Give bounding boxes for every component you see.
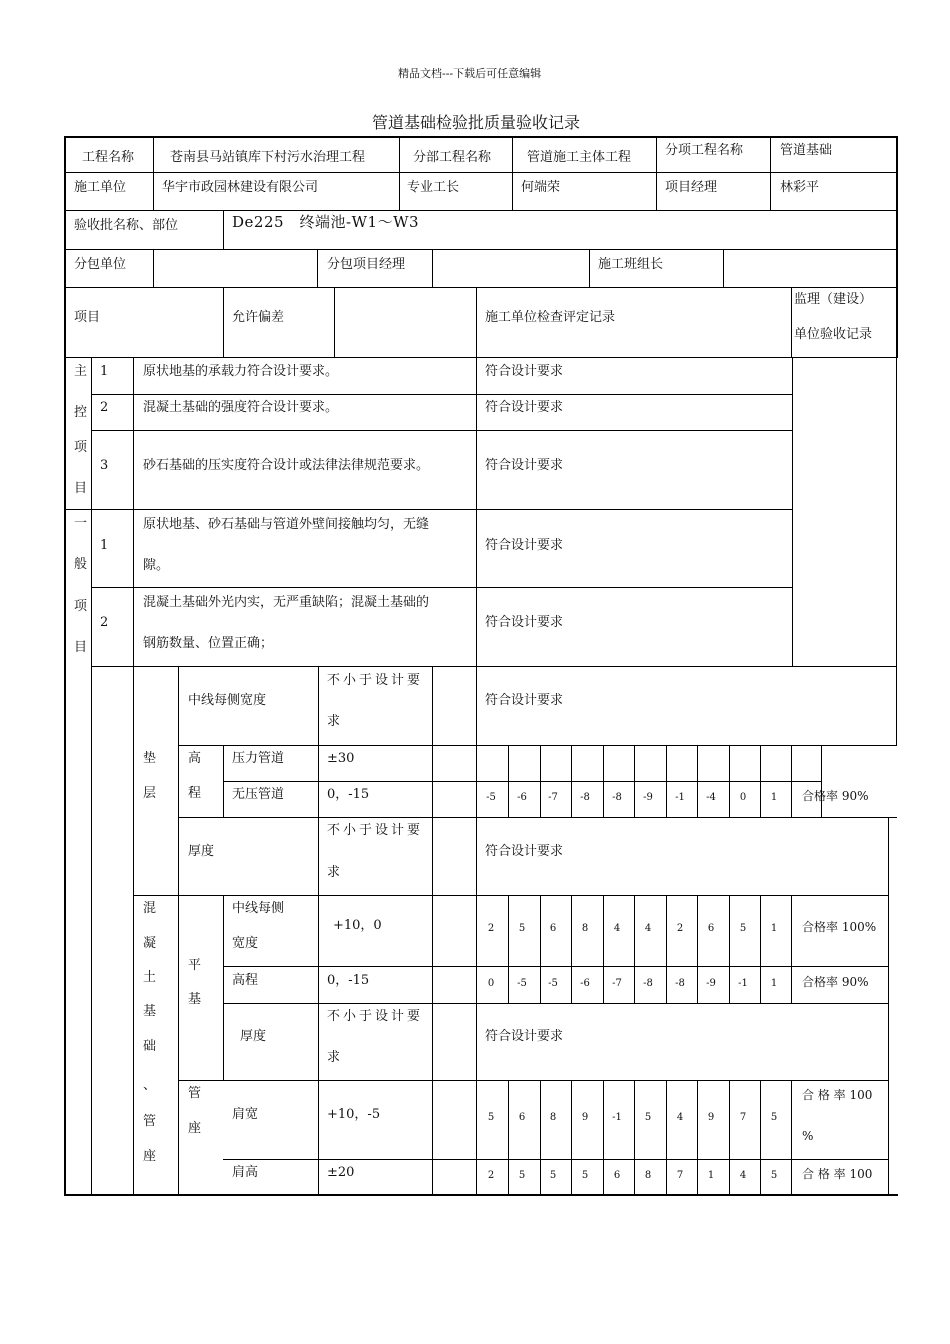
grid-line [476, 287, 477, 357]
main-label-1: 主 [74, 364, 88, 379]
cushion-nonpressure-value: -4 [706, 792, 716, 803]
concrete-shoulder-height-value: 8 [644, 1170, 652, 1181]
main-row-3-no: 3 [100, 458, 109, 473]
cushion-thickness-tol-1: 不小于设计要 [327, 823, 424, 838]
main-label-2: 控 [74, 405, 88, 420]
grid-line [603, 1080, 604, 1194]
general-row-2-no: 2 [100, 615, 109, 630]
concrete-label-3: 土 [143, 970, 157, 985]
concrete-elevation-value: -5 [517, 978, 527, 989]
concrete-elevation-value: -6 [580, 978, 590, 989]
general-row-2-result: 符合设计要求 [485, 615, 564, 630]
grid-line [540, 745, 541, 817]
table-border-top [64, 136, 898, 138]
concrete-seat-2: 座 [188, 1121, 202, 1136]
grid-line [334, 287, 335, 357]
concrete-elevation-value: -9 [706, 978, 716, 989]
grid-line [723, 249, 724, 287]
cushion-elev-1: 高 [188, 751, 202, 766]
grid-line [64, 287, 898, 288]
concrete-shoulder-width-rate-2: % [802, 1129, 814, 1143]
grid-line [540, 1080, 541, 1194]
concrete-shoulder-width-value: 7 [739, 1112, 747, 1123]
grid-line [540, 895, 541, 1003]
grid-line [223, 966, 888, 967]
concrete-center-width-value: 6 [707, 923, 715, 934]
concrete-label-1: 混 [143, 901, 157, 916]
concrete-elevation-tol: 0，-15 [327, 973, 370, 988]
general-label-1: 一 [74, 516, 88, 531]
cushion-pressure-label: 压力管道 [232, 751, 285, 766]
grid-line [666, 745, 667, 817]
grid-line [760, 745, 761, 817]
grid-line [729, 895, 730, 1003]
concrete-shoulder-height-value: 1 [707, 1170, 715, 1181]
general-row-1-text-1: 原状地基、砂石基础与管道外壁间接触均匀，无缝 [143, 517, 430, 532]
sub-pm-label: 分包项目经理 [327, 257, 406, 272]
grid-line [476, 357, 477, 667]
grid-line [91, 587, 792, 588]
grid-line [603, 895, 604, 1003]
cushion-nonpressure-value: -8 [612, 792, 622, 803]
grid-line [64, 249, 898, 250]
contractor-label: 施工单位 [74, 180, 127, 195]
cushion-nonpressure-value: -5 [486, 792, 496, 803]
cushion-thickness-label: 厚度 [188, 844, 215, 859]
page-title: 管道基础检验批质量验收记录 [372, 113, 581, 132]
concrete-shoulder-width-value: 8 [549, 1112, 557, 1123]
cushion-nonpressure-value: -7 [548, 792, 558, 803]
general-label-4: 目 [74, 640, 88, 655]
grid-line [760, 895, 761, 1003]
main-row-1-text: 原状地基的承载力符合设计要求。 [143, 364, 339, 379]
main-row-3-result: 符合设计要求 [485, 458, 564, 473]
grid-line [64, 172, 898, 173]
grid-line [153, 249, 154, 287]
batch: De225 终端池-W1～W3 [232, 213, 420, 231]
concrete-shoulder-height-value: 5 [770, 1170, 778, 1181]
cushion-pressure-tol: ±30 [327, 751, 355, 766]
concrete-shoulder-width-value: 9 [707, 1112, 715, 1123]
team-label: 施工班组长 [598, 257, 664, 272]
concrete-center-width-value: 2 [676, 923, 684, 934]
concrete-center-width-label-1: 中线每侧 [232, 901, 285, 916]
cushion-nonpressure-value: -9 [643, 792, 653, 803]
grid-line [223, 1159, 888, 1160]
concrete-elevation-label: 高程 [232, 973, 259, 988]
grid-line [656, 136, 657, 210]
concrete-shoulder-width-value: -1 [612, 1112, 622, 1123]
cushion-nonpressure-value: -1 [675, 792, 685, 803]
cushion-nonpressure-value: 0 [739, 792, 747, 803]
foreman-label: 专业工长 [407, 180, 460, 195]
concrete-label-2: 凝 [143, 936, 157, 951]
grid-line [432, 249, 433, 287]
grid-line [91, 430, 792, 431]
grid-line [603, 745, 604, 817]
cushion-thickness-tol-2: 求 [327, 865, 341, 880]
grid-line [791, 895, 792, 1003]
col-check: 施工单位检查评定记录 [485, 310, 616, 325]
concrete-center-width-value: 8 [581, 923, 589, 934]
project-name-label: 工程名称 [82, 150, 135, 165]
grid-line [153, 136, 154, 210]
cushion-nonpressure-label: 无压管道 [232, 787, 285, 802]
grid-line [697, 1080, 698, 1194]
grid-line [508, 745, 509, 817]
grid-line [697, 745, 698, 817]
grid-line [508, 895, 509, 1003]
grid-line [888, 1080, 889, 1194]
grid-line [571, 1080, 572, 1194]
concrete-elevation-value: -1 [738, 978, 748, 989]
grid-line [317, 249, 318, 287]
general-row-1-text-2: 隙。 [143, 558, 170, 573]
concrete-elevation-value: 1 [770, 978, 778, 989]
concrete-shoulder-height-value: 5 [581, 1170, 589, 1181]
grid-line [178, 745, 897, 746]
concrete-label-8: 座 [143, 1149, 157, 1164]
sub-item: 管道基础 [780, 143, 833, 158]
cushion-elev-2: 程 [188, 786, 202, 801]
table-border-left [64, 136, 66, 1195]
batch-label: 验收批名称、部位 [74, 218, 179, 233]
grid-line [729, 745, 730, 817]
concrete-shoulder-height-tol: ±20 [327, 1165, 355, 1180]
concrete-shoulder-width-value: 5 [487, 1112, 495, 1123]
concrete-thickness-tol-2: 求 [327, 1050, 341, 1065]
table-border-right-upper [896, 136, 898, 357]
concrete-label-4: 基 [143, 1004, 157, 1019]
grid-line [571, 895, 572, 1003]
grid-line [133, 895, 888, 896]
concrete-shoulder-height-label: 肩高 [232, 1165, 259, 1180]
grid-line [133, 357, 134, 1195]
grid-line [91, 394, 792, 395]
grid-line [888, 817, 889, 895]
table-border-bottom [64, 1194, 898, 1196]
concrete-center-width-rate: 合格率 100% [802, 920, 877, 934]
concrete-flat-1: 平 [188, 958, 202, 973]
concrete-shoulder-width-value: 5 [644, 1112, 652, 1123]
grid-line [64, 210, 898, 211]
concrete-center-width-label-2: 宽度 [232, 936, 259, 951]
cushion-nonpressure-tol: 0，-15 [327, 787, 370, 802]
grid-line [896, 357, 897, 745]
cushion-nonpressure-rate: 合格率 90% [802, 789, 869, 803]
concrete-label-6: 、 [143, 1078, 157, 1093]
concrete-shoulder-width-value: 5 [770, 1112, 778, 1123]
concrete-elevation-value: -5 [548, 978, 558, 989]
cushion-center-width-result: 符合设计要求 [485, 693, 564, 708]
concrete-elevation-value: -8 [675, 978, 685, 989]
concrete-elevation-value: 0 [487, 978, 495, 989]
grid-line [399, 136, 400, 210]
grid-line [223, 210, 224, 249]
main-label-3: 项 [74, 440, 88, 455]
concrete-thickness-result: 符合设计要求 [485, 1029, 564, 1044]
concrete-shoulder-height-value: 5 [549, 1170, 557, 1181]
grid-line [178, 817, 897, 818]
concrete-shoulder-width-tol: +10，-5 [327, 1107, 381, 1122]
grid-line [178, 1080, 888, 1081]
concrete-label-7: 管 [143, 1114, 157, 1129]
grid-line [589, 249, 590, 287]
concrete-center-width-value: 2 [487, 923, 495, 934]
grid-line [666, 895, 667, 1003]
col-supervision-1: 监理（建设） [794, 292, 873, 307]
grid-line [64, 357, 898, 358]
concrete-shoulder-width-value: 6 [518, 1112, 526, 1123]
grid-line [888, 1003, 889, 1080]
main-row-1-no: 1 [100, 364, 109, 379]
general-label-2: 般 [74, 557, 88, 572]
concrete-shoulder-width-label: 肩宽 [232, 1107, 259, 1122]
general-row-1-result: 符合设计要求 [485, 538, 564, 553]
grid-line [634, 745, 635, 817]
grid-line [223, 896, 224, 1081]
division-label: 分部工程名称 [413, 150, 492, 165]
main-row-3-text: 砂石基础的压实度符合设计或法律法律规范要求。 [143, 458, 430, 473]
grid-line [508, 1080, 509, 1194]
concrete-shoulder-width-rate-1: 合 格 率 100 [802, 1088, 873, 1102]
grid-line [792, 357, 793, 667]
concrete-label-5: 础 [143, 1039, 157, 1054]
concrete-shoulder-height-value: 6 [613, 1170, 621, 1181]
contractor: 华宇市政园林建设有限公司 [162, 180, 319, 195]
concrete-center-width-value: 4 [644, 923, 652, 934]
concrete-shoulder-width-value: 4 [676, 1112, 684, 1123]
concrete-shoulder-height-value: 4 [739, 1170, 747, 1181]
general-label-3: 项 [74, 599, 88, 614]
concrete-thickness-tol-1: 不小于设计要 [327, 1009, 424, 1024]
col-item: 项目 [74, 310, 101, 325]
grid-line [666, 1080, 667, 1194]
grid-line [791, 745, 792, 817]
foreman: 何端荣 [521, 180, 561, 195]
grid-line [223, 781, 821, 782]
cushion-nonpressure-value: -6 [517, 792, 527, 803]
concrete-shoulder-height-value: 5 [518, 1170, 526, 1181]
general-row-2-text-2: 钢筋数量、位置正确； [143, 636, 274, 651]
grid-line [770, 136, 771, 210]
cushion-center-width-tol-1: 不小于设计要 [327, 673, 424, 688]
grid-line [634, 1080, 635, 1194]
concrete-shoulder-height-value: 2 [487, 1170, 495, 1181]
cushion-label-2: 层 [143, 786, 157, 801]
grid-line [223, 1003, 888, 1004]
header-note: 精品文档---下载后可任意编辑 [398, 67, 542, 80]
concrete-elevation-value: -8 [643, 978, 653, 989]
concrete-center-width-value: 1 [770, 923, 778, 934]
cushion-nonpressure-value: 1 [770, 792, 778, 803]
concrete-center-width-value: 4 [613, 923, 621, 934]
cushion-nonpressure-value: -8 [580, 792, 590, 803]
col-supervision-2: 单位验收记录 [794, 327, 873, 342]
grid-line [729, 1080, 730, 1194]
grid-line [791, 287, 792, 357]
main-row-2-text: 混凝土基础的强度符合设计要求。 [143, 400, 339, 415]
concrete-center-width-value: 5 [518, 923, 526, 934]
grid-line [760, 1080, 761, 1194]
concrete-elevation-value: -7 [612, 978, 622, 989]
grid-line [91, 357, 92, 1195]
concrete-center-width-value: 5 [739, 923, 747, 934]
concrete-flat-2: 基 [188, 992, 202, 1007]
cushion-thickness-result: 符合设计要求 [485, 844, 564, 859]
cushion-label-1: 垫 [143, 751, 157, 766]
grid-line [64, 509, 792, 510]
concrete-shoulder-width-value: 9 [581, 1112, 589, 1123]
concrete-elevation-rate: 合格率 90% [802, 975, 869, 989]
main-label-4: 目 [74, 481, 88, 496]
division: 管道施工主体工程 [527, 150, 632, 165]
concrete-thickness-label: 厚度 [240, 1029, 267, 1044]
grid-line [91, 666, 897, 667]
grid-line [634, 895, 635, 1003]
col-tolerance: 允许偏差 [232, 310, 285, 325]
concrete-shoulder-height-rate: 合 格 率 100 [802, 1167, 873, 1181]
pm: 林彩平 [780, 180, 820, 195]
grid-line [888, 895, 889, 1003]
main-row-2-no: 2 [100, 400, 109, 415]
concrete-seat-1: 管 [188, 1086, 202, 1101]
sub-item-label: 分项工程名称 [665, 143, 744, 158]
cushion-center-width-label: 中线每侧宽度 [188, 693, 267, 708]
concrete-center-width-tol: +10，0 [333, 918, 382, 933]
project-name: 苍南县马站镇库下村污水治理工程 [170, 150, 366, 165]
general-row-2-text-1: 混凝土基础外光内实，无严重缺陷；混凝土基础的 [143, 595, 430, 610]
grid-line [512, 136, 513, 210]
concrete-center-width-value: 6 [549, 923, 557, 934]
grid-line [571, 745, 572, 817]
cushion-center-width-tol-2: 求 [327, 714, 341, 729]
grid-line [821, 745, 822, 817]
grid-line [791, 1080, 792, 1194]
main-row-1-result: 符合设计要求 [485, 364, 564, 379]
concrete-shoulder-height-value: 7 [676, 1170, 684, 1181]
main-row-2-result: 符合设计要求 [485, 400, 564, 415]
pm-label: 项目经理 [665, 180, 718, 195]
grid-line [697, 895, 698, 1003]
general-row-1-no: 1 [100, 538, 109, 553]
grid-line [223, 287, 224, 357]
subcontractor-label: 分包单位 [74, 257, 127, 272]
